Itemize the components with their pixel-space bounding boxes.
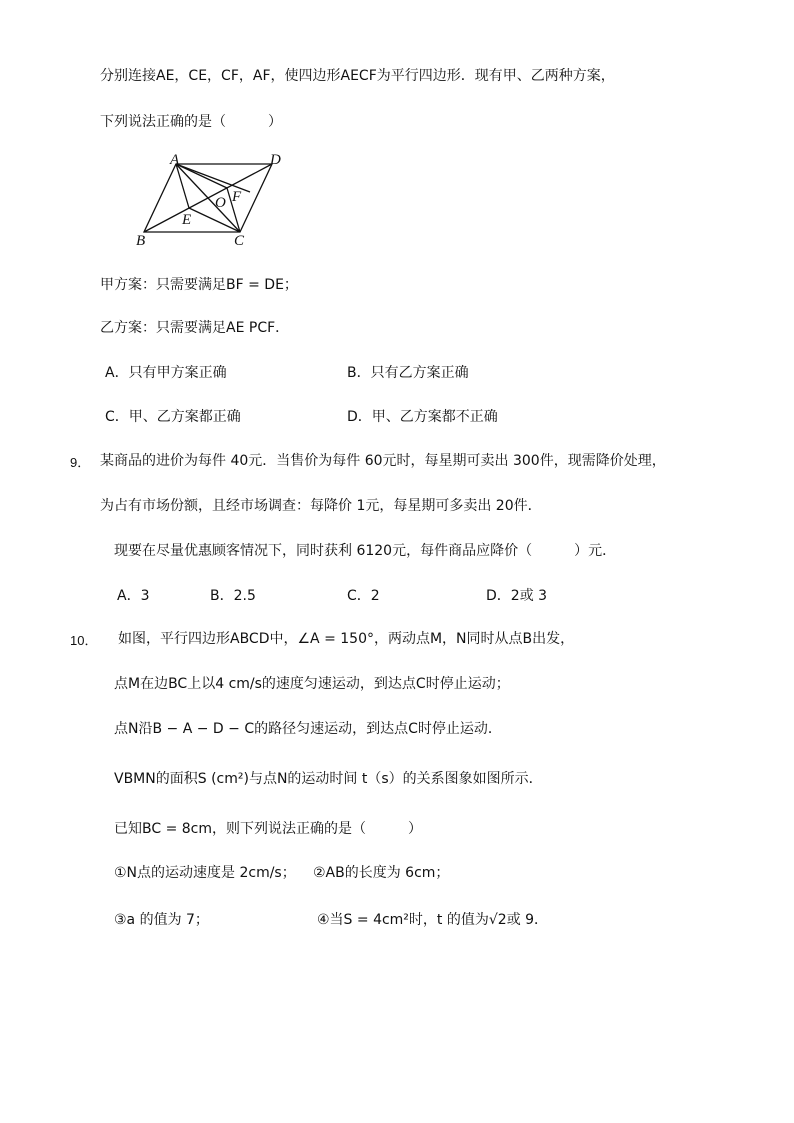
option-letter: D． (347, 409, 372, 425)
q9-option-d[interactable] (486, 587, 547, 605)
q9-line1: 某商品的进价为每件 40元．当售价为每件 60元时，每星期可卖出 300件，现需降价处理， (100, 453, 666, 469)
q8-option-a[interactable] (105, 364, 227, 382)
q10-statement-4: ④当S = 4cm²时，t 的值为√2或 9． (317, 912, 549, 928)
label-A: A (170, 152, 180, 168)
label-E: E (182, 212, 192, 228)
option-text: 2.5 (233, 588, 256, 604)
option-letter: C． (105, 409, 129, 425)
q8-plan-yi: 乙方案：只需要满足AE PCF． (100, 320, 290, 336)
q9-number: 9． (70, 455, 91, 470)
q9-line2: 为占有市场份额，且经市场调查：每降价 1元，每星期可多卖出 20件． (100, 498, 542, 514)
label-B: B (136, 233, 146, 249)
q10-line1: 如图，平行四边形ABCD中，∠A = 150°，两动点M，N同时从点B出发， (118, 631, 575, 647)
q8-intro-line1: 分别连接AE，CE，CF，AF，使四边形AECF为平行四边形．现有甲、乙两种方案， (100, 68, 615, 84)
option-letter: A． (117, 588, 141, 604)
q9-line3: 现要在尽量优惠顾客情况下，同时获利 6120元，每件商品应降价（ ）元． (114, 543, 617, 559)
q8-option-b[interactable] (347, 364, 469, 382)
q10-statement-2: ②AB的长度为 6cm； (313, 865, 450, 881)
option-letter: B． (347, 365, 371, 381)
option-letter: D． (486, 588, 511, 604)
option-letter: A． (105, 365, 129, 381)
q10-line2: 点M在边BC上以4 cm/s的速度匀速运动，到达点C时停止运动； (114, 676, 510, 692)
label-O: O (215, 195, 226, 211)
q10-line3: 点N沿B − A − D − C的路径匀速运动，到达点C时停止运动． (114, 721, 502, 737)
option-letter: C． (347, 588, 371, 604)
option-text: 甲、乙方案都不正确 (371, 409, 498, 425)
q8-intro-line2: 下列说法正确的是（ ） (100, 114, 282, 130)
option-text: 只有甲方案正确 (128, 365, 227, 381)
q9-option-a[interactable] (117, 587, 150, 605)
q8-plan-jia: 甲方案：只需要满足BF = DE； (100, 277, 298, 293)
q10-line4: VBMN的面积S (cm²)与点N的运动时间 t（s）的关系图象如图所示． (114, 771, 543, 787)
label-D: D (270, 152, 281, 168)
q9-option-c[interactable] (347, 587, 380, 605)
option-text: 甲、乙方案都正确 (128, 409, 241, 425)
option-letter: B． (210, 588, 234, 604)
parallelogram-figure (130, 152, 310, 252)
option-text: 2 (370, 588, 380, 604)
q10-statement-3: ③a 的值为 7； (114, 912, 209, 928)
option-text: 2或 3 (510, 588, 548, 604)
q9-option-b[interactable] (210, 587, 256, 605)
label-C: C (234, 233, 245, 249)
option-text: 只有乙方案正确 (370, 365, 469, 381)
q10-statement-1: ①N点的运动速度是 2cm/s； (114, 865, 296, 881)
label-F: F (232, 189, 242, 205)
q8-option-d[interactable] (347, 408, 498, 426)
q10-number: 10． (70, 633, 98, 648)
q8-option-c[interactable] (105, 408, 241, 426)
option-text: 3 (140, 588, 150, 604)
q10-line5: 已知BC = 8cm，则下列说法正确的是（ ） (114, 821, 423, 837)
